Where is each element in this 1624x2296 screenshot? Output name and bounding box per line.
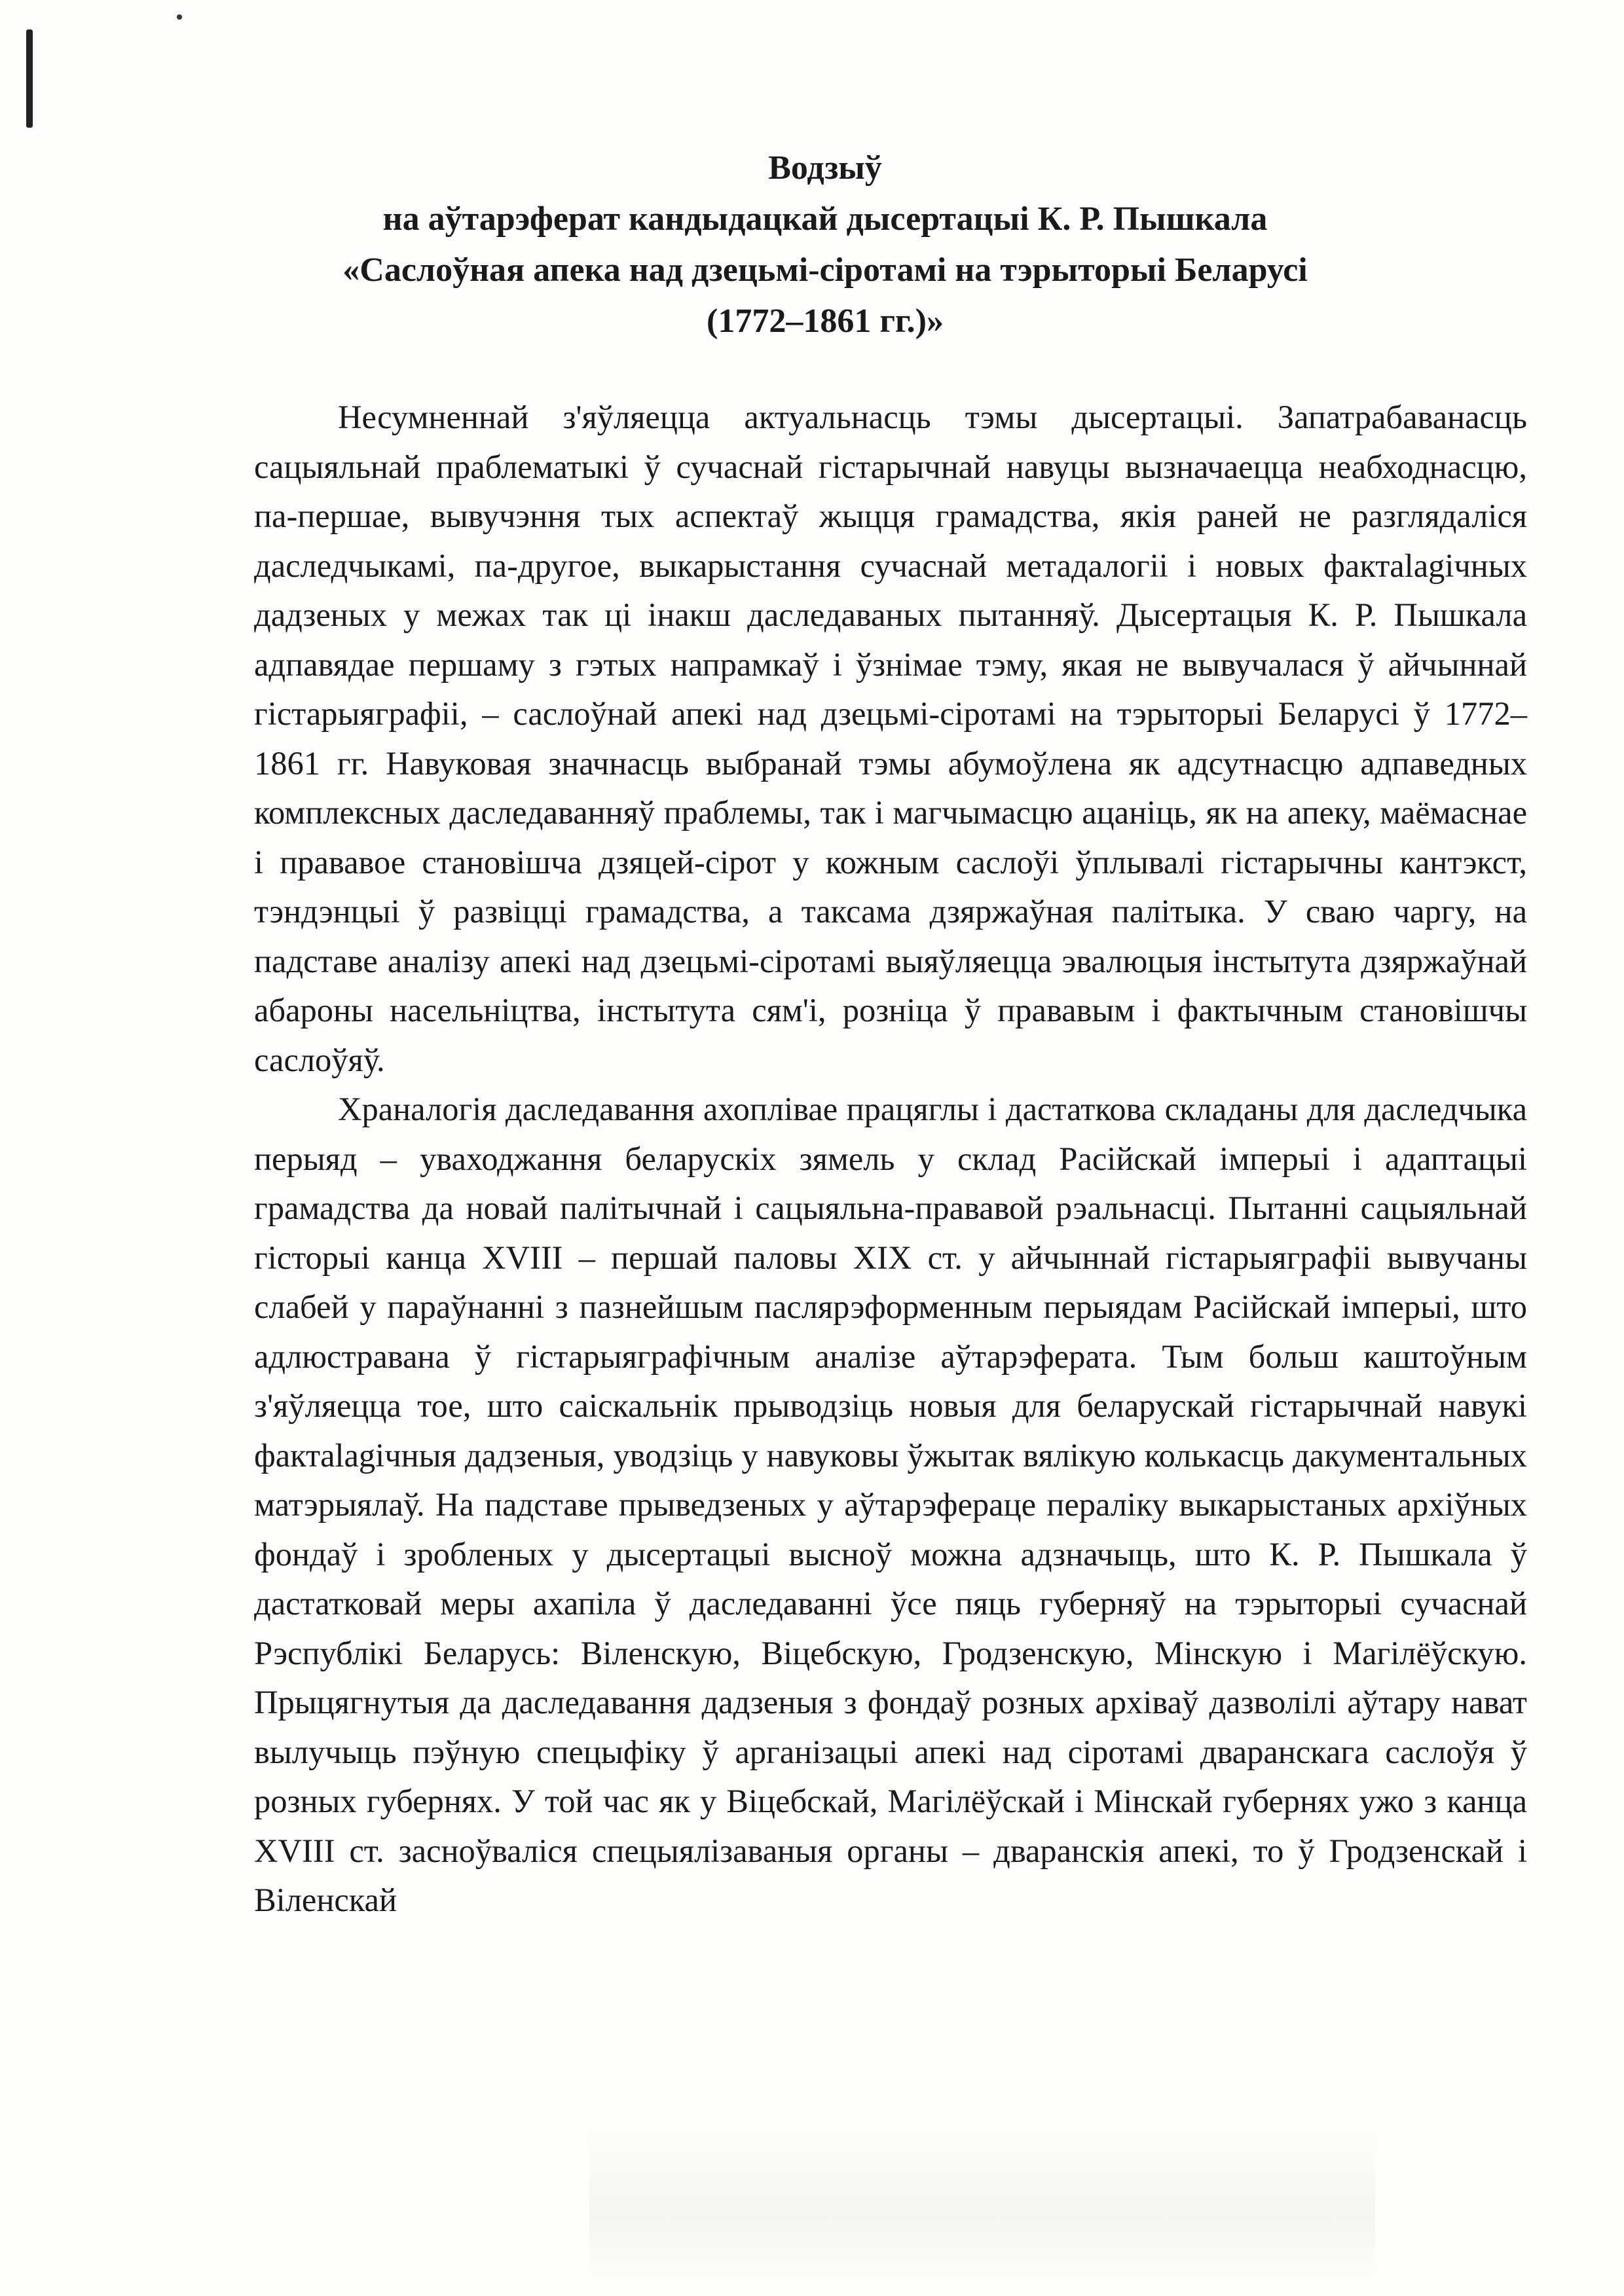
scan-dot-mark: [177, 14, 182, 20]
binding-mark: [26, 29, 33, 128]
header-subtitle: на аўтарэферат кандыдацкай дысертацыі К. Р. Пышкала: [382, 200, 1268, 238]
header-thesis-years: (1772–1861 гг.)»: [707, 302, 944, 340]
header-title: Водзыў: [768, 149, 882, 187]
paragraph-2: Храналогія даследавання ахоплівае працяглы і дастаткова складаны для даследчыка перыяд – уваходжання беларускіх зямель у склад Расійскай імперыі і адаптацыі грамадства да новай палітычнай і сацыяльна-прававой рэальнасці. Пытанні сацыяльнай гісторыі канца XVIII – першай паловы XIX ст. у айчыннай гістарыяграфіі вывучаны слабей у параўнанні з пазнейшым паслярэформенным перыядам Расійскай імперыі, што адлюстравана ў гістарыяграфічным аналізе аўтарэферата. Тым больш каштоўным з'яўляецца тое, што саіскальнік прыводзіць новыя для беларускай гістарычнай навукі фактalagічныя дадзеныя, уводзіць у навуковы ўжытак вялікую колькасць дакументальных матэрыялаў. На падставе прыведзеных у аўтарэфераце пераліку выкарыстаных архіўных фондаў і зробленых у дысертацыі высноў можна адзначыць, што К. Р. Пышкала ў дастатковай меры ахапіла ў даследаванні ўсе пяць губерняў на тэрыторыі сучаснай Рэспублікі Беларусь: Віленскую, Віцебскую, Гродзенскую, Мінскую і Магілёўскую. Прыцягнутыя да даследавання дадзеныя з фондаў розных архіваў дазволілі аўтару нават вылучыць пэўную спецыфіку ў арганізацыі апекі над сіротамі дваранскага саслоўя ў розных губернях. У той час як у Віцебскай, Магілёўскай і Мінскай губернях ужо з канца XVIII ст. засноўваліся спецыялізаваныя органы – дваранскія апекі, то ў Гродзенскай і Віленскай: [254, 1091, 1527, 1918]
document-header: [196, 143, 1454, 347]
review-body: [254, 393, 1527, 1925]
paragraph-1: Несумненнай з'яўляецца актуальнасць тэмы дысертацыі. Запатрабаванасць сацыяльнай праблематыкі ў сучаснай гістарычнай навуцы вызначаецца неабходнасцю, па-першае, вывучэння тых аспектаў жыцця грамадства, якія раней не разглядаліся даследчыкамі, па-другое, выкарыстання сучаснай метадалогіі і новых фактalagічных дадзеных у межах так ці інакш даследаваных пытанняў. Дысертацыя К. Р. Пышкала адпавядае першаму з гэтых напрамкаў і ўзнімае тэму, якая не вывучалася ў айчыннай гістарыяграфіі, – саслоўнай апекі над дзецьмі-сіротамі на тэрыторыі Беларусі ў 1772–1861 гг. Навуковая значнасць выбранай тэмы абумоўлена як адсутнасцю адпаведных комплексных даследаванняў праблемы, так і магчымасцю ацаніць, як на апеку, маёмаснае і прававое становішча дзяцей-сірот у кожным саслоўі ўплывалі гістарычны кантэкст, тэндэнцыі ў развіцці грамадства, а таксама дзяржаўная палітыка. У сваю чаргу, на падставе аналізу апекі над дзецьмі-сіротамі выяўляецца эвалюцыя інстытута дзяржаўнай абароны насельніцтва, інстытута сям'і, розніца ў прававым і фактычным становішчы саслоўяў.: [254, 399, 1527, 1078]
scan-bleed-through: [589, 2128, 1375, 2278]
header-thesis-title: «Саслоўная апека над дзецьмі-сіротамі на тэрыторыі Беларусі: [342, 251, 1308, 289]
